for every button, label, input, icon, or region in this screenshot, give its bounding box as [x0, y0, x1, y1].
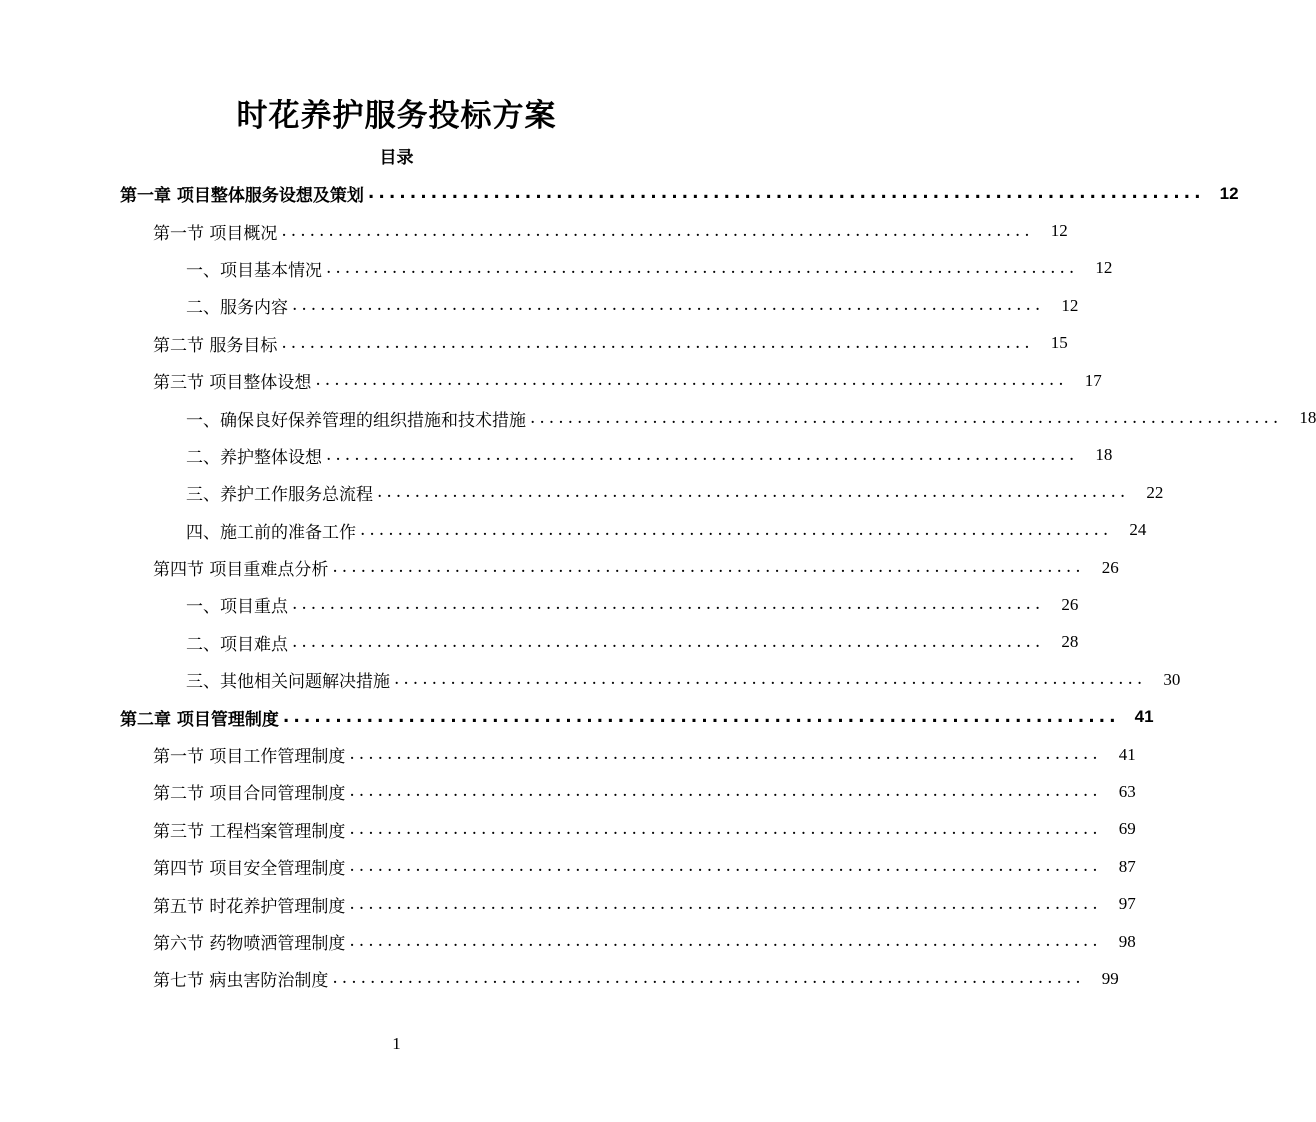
toc-entry-label: 第七节 病虫害防治制度 — [153, 971, 329, 992]
toc-entry-page: 98 — [1118, 931, 1136, 951]
toc-entry-label: 第四节 项目安全管理制度 — [153, 859, 346, 880]
toc-dot-leader: ................................................................................ — [360, 519, 1113, 540]
toc-entry-label: 二、养护整体设想 — [186, 447, 322, 468]
toc-entry-page: 15 — [1050, 333, 1068, 353]
toc-entry-label: 二、项目难点 — [186, 634, 288, 655]
toc-entry-page: 18 — [1095, 445, 1113, 465]
toc-entry-label: 第一章 项目整体服务设想及策划 — [120, 186, 364, 207]
toc-entry-label: 四、施工前的准备工作 — [186, 522, 356, 543]
toc-entry-page: 12 — [1050, 221, 1068, 241]
toc-dot-leader: ................................................................................ — [326, 257, 1079, 278]
toc-dot-leader: ................................................................................ — [349, 856, 1102, 877]
page-number: 1 — [392, 1034, 401, 1053]
document-title: 时花养护服务投标方案 — [236, 98, 557, 134]
toc-dot-leader: ................................................................................ — [349, 744, 1102, 765]
toc-entry-page: 22 — [1146, 482, 1164, 502]
toc-entry-label: 一、确保良好保养管理的组织措施和技术措施 — [186, 410, 526, 431]
toc-entry-page: 87 — [1118, 856, 1136, 876]
toc-dot-leader: ................................................................................ — [394, 669, 1147, 690]
toc-entry[interactable] — [0, 362, 1102, 399]
toc-entry-label: 第三节 项目整体设想 — [153, 373, 312, 394]
toc-entry[interactable] — [0, 923, 1136, 960]
toc-entry[interactable] — [0, 736, 1136, 773]
toc-heading: 目录 — [379, 148, 414, 168]
toc-entry-page: 12 — [1095, 258, 1113, 278]
toc-entry-page: 97 — [1118, 894, 1136, 914]
toc-entry-page: 41 — [1134, 707, 1154, 727]
toc-entry[interactable] — [0, 661, 1181, 698]
toc-entry-label: 第二章 项目管理制度 — [120, 709, 279, 730]
toc-entry[interactable] — [0, 212, 1068, 249]
toc-entry-page: 63 — [1118, 781, 1136, 801]
toc-entry-page: 26 — [1101, 557, 1119, 577]
toc-dot-leader: ................................................................................ — [349, 781, 1102, 802]
toc-entry-page: 99 — [1101, 968, 1119, 988]
toc-entry-page: 28 — [1061, 632, 1079, 652]
toc-dot-leader: ................................................................................ — [315, 370, 1068, 391]
toc-entry[interactable] — [0, 811, 1136, 848]
toc-entry[interactable] — [0, 399, 1316, 436]
toc-entry-page: 18 — [1299, 408, 1316, 428]
toc-entry[interactable] — [0, 773, 1136, 810]
toc-dot-leader: ................................................................................ — [282, 706, 1120, 727]
toc-entry-page: 24 — [1129, 520, 1147, 540]
toc-entry-label: 第二节 服务目标 — [153, 335, 278, 356]
toc-dot-leader: ................................................................................ — [326, 444, 1079, 465]
toc-dot-leader: ................................................................................ — [332, 968, 1085, 989]
toc-entry-page: 17 — [1084, 370, 1102, 390]
toc-entry[interactable] — [0, 698, 1154, 735]
toc-entry[interactable] — [0, 325, 1068, 362]
toc-entry[interactable] — [0, 512, 1147, 549]
toc-dot-leader: ................................................................................ — [281, 332, 1034, 353]
toc-entry[interactable] — [0, 175, 1239, 212]
toc-entry-label: 第四节 项目重难点分析 — [153, 560, 329, 581]
toc-dot-leader: ................................................................................ — [281, 220, 1034, 241]
toc-entry-label: 一、项目基本情况 — [186, 260, 322, 281]
toc-entry-page: 41 — [1118, 744, 1136, 764]
toc-entry-page: 12 — [1219, 183, 1239, 203]
toc-entry-label: 第六节 药物喷洒管理制度 — [153, 934, 346, 954]
toc-dot-leader: ................................................................................ — [292, 295, 1045, 316]
toc-entry[interactable] — [0, 848, 1136, 885]
toc-entry-label: 第一节 项目概况 — [153, 223, 278, 244]
toc-entry-label: 第二节 项目合同管理制度 — [153, 784, 346, 805]
toc-dot-leader: ................................................................................ — [349, 818, 1102, 839]
toc-entry-label: 第五节 时花养护管理制度 — [153, 896, 346, 917]
toc-entry-label: 第三节 工程档案管理制度 — [153, 821, 346, 842]
toc-dot-leader: ................................................................................ — [332, 557, 1085, 578]
toc-entry-label: 一、项目重点 — [186, 597, 288, 618]
toc-dot-leader: ................................................................................ — [349, 931, 1102, 951]
toc-dot-leader: ................................................................................ — [349, 893, 1102, 914]
toc-entry[interactable] — [0, 624, 1079, 661]
toc-entry[interactable] — [0, 960, 1119, 997]
toc-entry[interactable] — [0, 250, 1113, 287]
toc-entry-page: 26 — [1061, 594, 1079, 614]
toc-dot-leader: ................................................................................ — [292, 631, 1045, 652]
toc-dot-leader: ................................................................................ — [292, 594, 1045, 615]
toc-dot-leader: ................................................................................ — [377, 482, 1130, 503]
toc-entry[interactable] — [0, 437, 1113, 474]
table-of-contents — [0, 175, 1316, 998]
toc-entry-label: 三、其他相关问题解决措施 — [186, 672, 390, 693]
toc-dot-leader: ................................................................................ — [367, 183, 1205, 204]
toc-entry[interactable] — [0, 287, 1079, 324]
toc-entry[interactable] — [0, 474, 1164, 511]
toc-entry[interactable] — [0, 885, 1136, 922]
toc-entry-page: 30 — [1163, 669, 1181, 689]
toc-entry-page: 12 — [1061, 295, 1079, 315]
toc-dot-leader: ................................................................................ — [530, 407, 1283, 428]
toc-entry-page: 69 — [1118, 819, 1136, 839]
toc-entry-label: 第一节 项目工作管理制度 — [153, 747, 346, 768]
toc-entry-label: 二、服务内容 — [186, 298, 288, 319]
toc-entry-label: 三、养护工作服务总流程 — [186, 485, 373, 506]
toc-entry[interactable] — [0, 549, 1119, 586]
toc-entry[interactable] — [0, 586, 1079, 623]
